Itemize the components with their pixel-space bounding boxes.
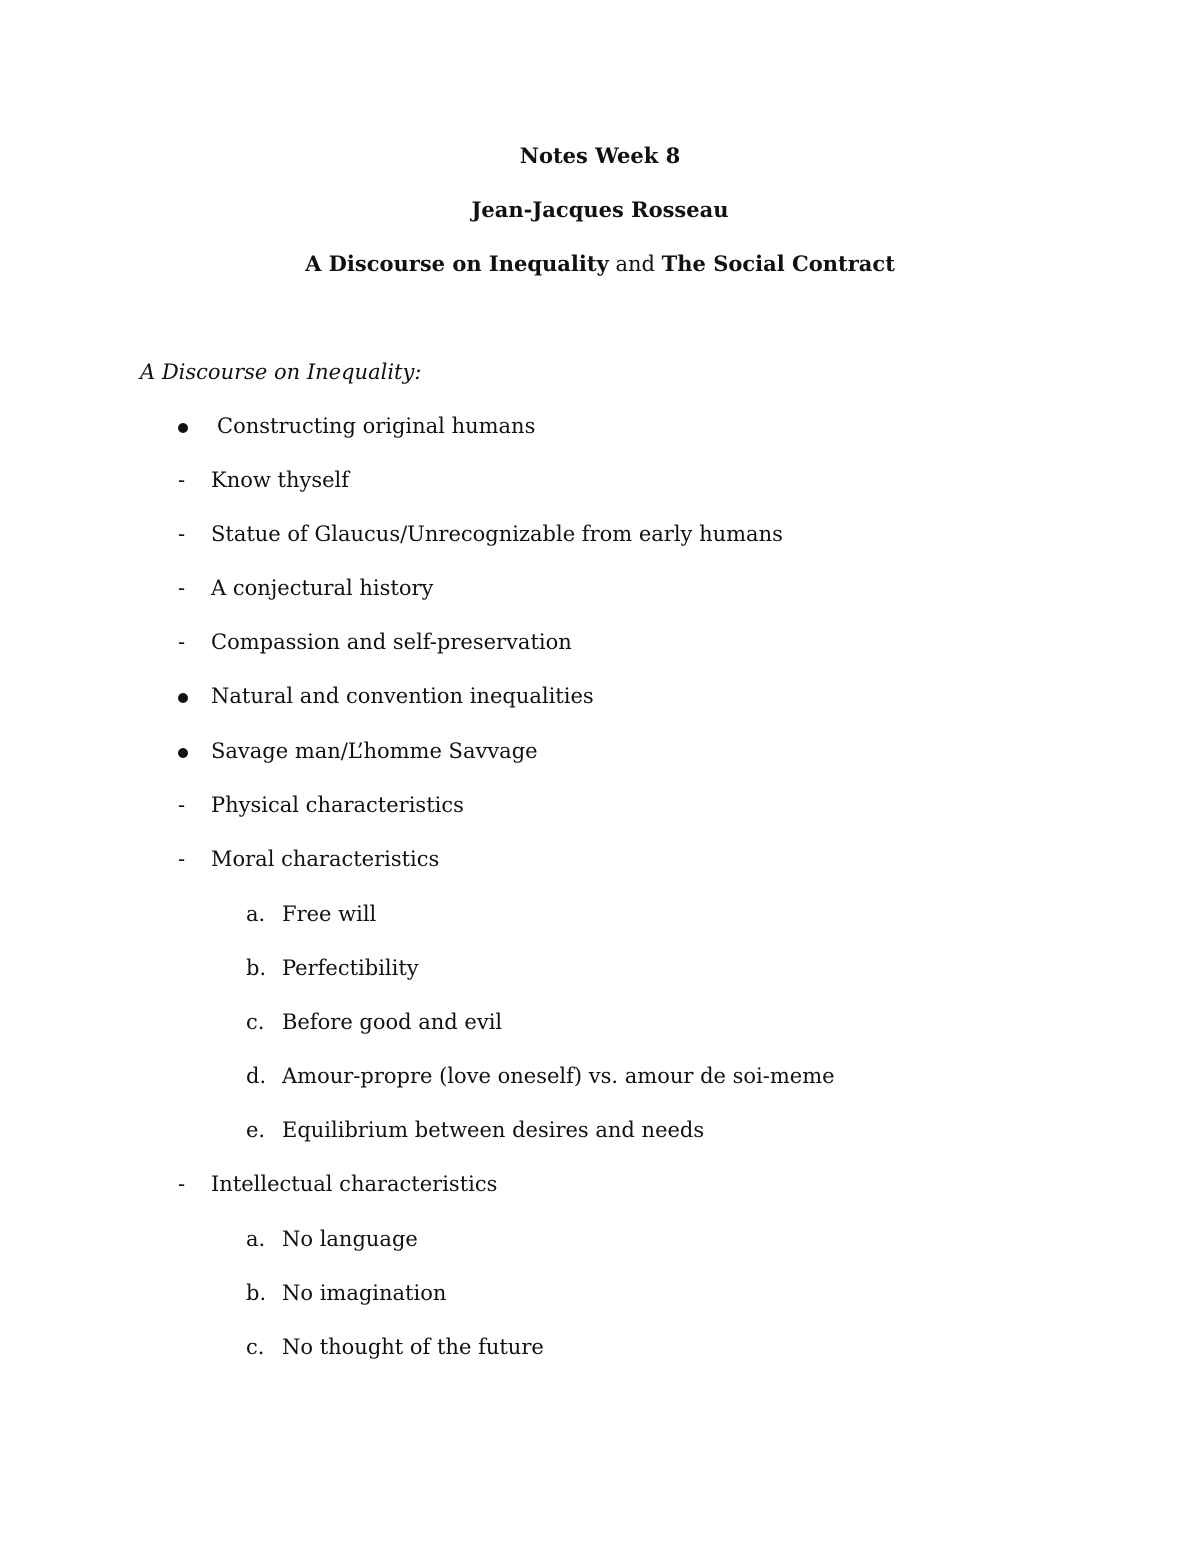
letter-marker: e. — [246, 1118, 266, 1142]
list-item: Free will — [282, 902, 377, 926]
dash-marker: - — [178, 576, 186, 600]
dash-marker: - — [178, 468, 186, 492]
document-author: Jean-Jacques Rosseau — [471, 197, 729, 222]
document-subtitle — [0, 250, 1200, 278]
bullet-icon — [178, 748, 188, 758]
letter-marker: d. — [246, 1064, 267, 1088]
dash-marker: - — [178, 522, 186, 546]
list-item: Amour-propre (love oneself) vs. amour de soi-meme — [282, 1064, 835, 1088]
list-item: Compassion and self-preservation — [211, 630, 572, 654]
list-item: Physical characteristics — [211, 793, 464, 817]
list-item: Know thyself — [211, 468, 350, 492]
subtitle-work-2: The Social Contract — [661, 251, 895, 276]
list-item: A conjectural history — [211, 576, 434, 600]
list-item: Before good and evil — [282, 1010, 503, 1034]
letter-marker: a. — [246, 1227, 266, 1251]
letter-marker: b. — [246, 1281, 267, 1305]
letter-marker: a. — [246, 902, 266, 926]
dash-marker: - — [178, 847, 186, 871]
letter-marker: b. — [246, 956, 267, 980]
dash-marker: - — [178, 1172, 186, 1196]
dash-marker: - — [178, 793, 186, 817]
list-item: Moral characteristics — [211, 847, 440, 871]
list-item: Statue of Glaucus/Unrecognizable from early humans — [211, 522, 783, 546]
letter-marker: c. — [246, 1335, 265, 1359]
list-item: Perfectibility — [282, 956, 419, 980]
letter-marker: c. — [246, 1010, 265, 1034]
list-item: Constructing original humans — [217, 414, 536, 438]
list-item: No language — [282, 1227, 418, 1251]
list-item: Savage man/L’homme Savvage — [211, 739, 538, 763]
list-item: Intellectual characteristics — [211, 1172, 498, 1196]
subtitle-work-1: A Discourse on Inequality — [305, 251, 609, 276]
bullet-icon — [178, 693, 188, 703]
bullet-icon — [178, 423, 188, 433]
list-item: Natural and convention inequalities — [211, 684, 594, 708]
list-item: No thought of the future — [282, 1335, 544, 1359]
subtitle-connector: and — [615, 252, 655, 276]
dash-marker: - — [178, 630, 186, 654]
list-item: Equilibrium between desires and needs — [282, 1118, 705, 1142]
list-item: No imagination — [282, 1281, 447, 1305]
document-title: Notes Week 8 — [519, 143, 681, 168]
section-heading: A Discourse on Inequality: — [140, 360, 422, 384]
